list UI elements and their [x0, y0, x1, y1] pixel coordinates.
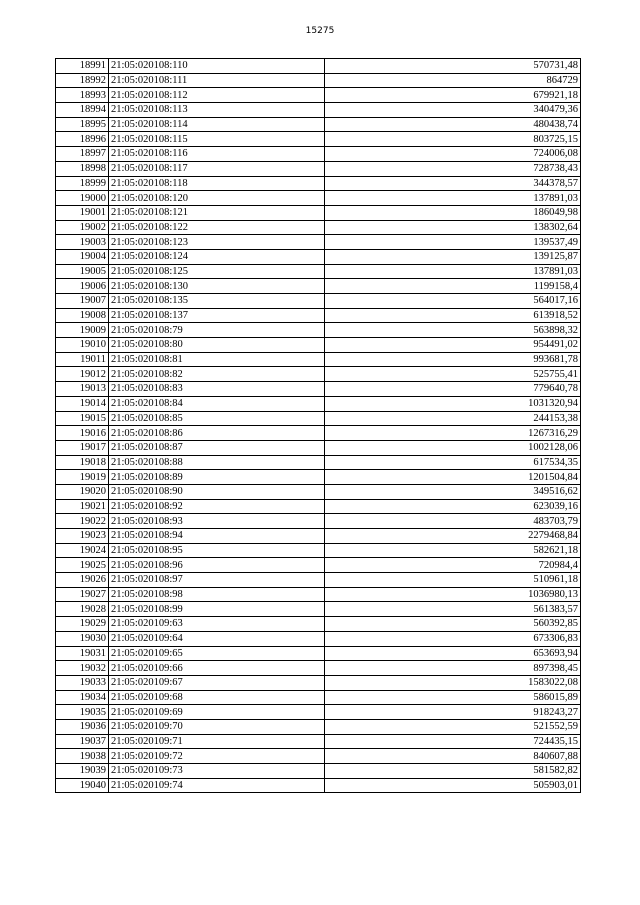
cadastral-value: 581582,82	[325, 764, 581, 779]
cadastral-value: 1201504,84	[325, 470, 581, 485]
cadastral-value: 803725,15	[325, 132, 581, 147]
cadastral-value: 521552,59	[325, 719, 581, 734]
row-number: 18991	[56, 59, 109, 74]
row-number: 19035	[56, 705, 109, 720]
cadastral-number: 21:05:020108:89	[109, 470, 325, 485]
cadastral-value: 918243,27	[325, 705, 581, 720]
cadastral-number: 21:05:020108:110	[109, 59, 325, 74]
cadastral-value: 673306,83	[325, 631, 581, 646]
cadastral-value: 623039,16	[325, 499, 581, 514]
table-row	[56, 205, 581, 220]
row-number: 19020	[56, 484, 109, 499]
table-row	[56, 675, 581, 690]
cadastral-number: 21:05:020108:117	[109, 161, 325, 176]
cadastral-value: 724435,15	[325, 734, 581, 749]
cadastral-value: 344378,57	[325, 176, 581, 191]
row-number: 19005	[56, 264, 109, 279]
cadastral-number: 21:05:020108:115	[109, 132, 325, 147]
cadastral-number: 21:05:020108:114	[109, 117, 325, 132]
table-row	[56, 499, 581, 514]
cadastral-number: 21:05:020109:72	[109, 749, 325, 764]
cadastral-number: 21:05:020108:98	[109, 587, 325, 602]
table-row	[56, 220, 581, 235]
cadastral-number: 21:05:020108:130	[109, 279, 325, 294]
row-number: 19032	[56, 661, 109, 676]
cadastral-number: 21:05:020108:96	[109, 558, 325, 573]
cadastral-number: 21:05:020108:87	[109, 440, 325, 455]
table-row	[56, 338, 581, 353]
cadastral-number: 21:05:020109:67	[109, 675, 325, 690]
table-row	[56, 719, 581, 734]
cadastral-value: 720984,4	[325, 558, 581, 573]
row-number: 19008	[56, 308, 109, 323]
row-number: 19004	[56, 249, 109, 264]
cadastral-value: 561383,57	[325, 602, 581, 617]
cadastral-number: 21:05:020108:120	[109, 191, 325, 206]
row-number: 18997	[56, 147, 109, 162]
table-row	[56, 279, 581, 294]
row-number: 19029	[56, 617, 109, 632]
cadastral-value: 728738,43	[325, 161, 581, 176]
cadastral-number: 21:05:020108:82	[109, 367, 325, 382]
cadastral-value: 186049,98	[325, 205, 581, 220]
cadastral-number: 21:05:020108:92	[109, 499, 325, 514]
table-row	[56, 367, 581, 382]
table-row	[56, 235, 581, 250]
cadastral-number: 21:05:020108:118	[109, 176, 325, 191]
cadastral-value: 2279468,84	[325, 529, 581, 544]
cadastral-value: 724006,08	[325, 147, 581, 162]
row-number: 19001	[56, 205, 109, 220]
row-number: 18993	[56, 88, 109, 103]
table-row	[56, 455, 581, 470]
cadastral-value: 1002128,06	[325, 440, 581, 455]
table-row	[56, 529, 581, 544]
table-row	[56, 264, 581, 279]
cadastral-number: 21:05:020109:73	[109, 764, 325, 779]
table-row	[56, 573, 581, 588]
cadastral-number: 21:05:020108:112	[109, 88, 325, 103]
row-number: 19009	[56, 323, 109, 338]
cadastral-value: 560392,85	[325, 617, 581, 632]
row-number: 19003	[56, 235, 109, 250]
cadastral-number: 21:05:020108:123	[109, 235, 325, 250]
cadastral-number: 21:05:020108:113	[109, 103, 325, 118]
row-number: 19007	[56, 294, 109, 309]
table-row	[56, 117, 581, 132]
cadastral-number: 21:05:020108:79	[109, 323, 325, 338]
table-row	[56, 734, 581, 749]
table-row	[56, 514, 581, 529]
cadastral-number: 21:05:020108:121	[109, 205, 325, 220]
cadastral-value: 563898,32	[325, 323, 581, 338]
cadastral-value: 779640,78	[325, 382, 581, 397]
cadastral-value: 613918,52	[325, 308, 581, 323]
row-number: 19018	[56, 455, 109, 470]
page-number: 15275	[305, 26, 335, 36]
table-row	[56, 705, 581, 720]
table-row	[56, 382, 581, 397]
table-row	[56, 661, 581, 676]
row-number: 19019	[56, 470, 109, 485]
cadastral-number: 21:05:020108:111	[109, 73, 325, 88]
row-number: 19000	[56, 191, 109, 206]
row-number: 19040	[56, 778, 109, 793]
cadastral-value: 505903,01	[325, 778, 581, 793]
cadastral-number: 21:05:020108:137	[109, 308, 325, 323]
cadastral-value: 139537,49	[325, 235, 581, 250]
table-row	[56, 59, 581, 74]
table-row	[56, 426, 581, 441]
cadastral-number: 21:05:020109:71	[109, 734, 325, 749]
cadastral-number: 21:05:020108:94	[109, 529, 325, 544]
row-number: 19015	[56, 411, 109, 426]
row-number: 19026	[56, 573, 109, 588]
cadastral-value: 617534,35	[325, 455, 581, 470]
table-row	[56, 352, 581, 367]
cadastral-number: 21:05:020109:68	[109, 690, 325, 705]
table-row	[56, 308, 581, 323]
table-row	[56, 543, 581, 558]
cadastral-number: 21:05:020108:86	[109, 426, 325, 441]
cadastral-value: 570731,48	[325, 59, 581, 74]
row-number: 19010	[56, 338, 109, 353]
cadastral-value: 954491,02	[325, 338, 581, 353]
row-number: 19012	[56, 367, 109, 382]
cadastral-number: 21:05:020109:69	[109, 705, 325, 720]
table-row	[56, 440, 581, 455]
row-number: 19037	[56, 734, 109, 749]
cadastral-number: 21:05:020109:64	[109, 631, 325, 646]
registry-table	[55, 58, 581, 793]
cadastral-value: 510961,18	[325, 573, 581, 588]
cadastral-number: 21:05:020108:125	[109, 264, 325, 279]
row-number: 19033	[56, 675, 109, 690]
table-row	[56, 470, 581, 485]
cadastral-value: 679921,18	[325, 88, 581, 103]
cadastral-value: 897398,45	[325, 661, 581, 676]
table-row	[56, 176, 581, 191]
table-row	[56, 191, 581, 206]
cadastral-value: 480438,74	[325, 117, 581, 132]
table-row	[56, 631, 581, 646]
cadastral-value: 1031320,94	[325, 396, 581, 411]
row-number: 19036	[56, 719, 109, 734]
cadastral-number: 21:05:020108:99	[109, 602, 325, 617]
cadastral-number: 21:05:020108:88	[109, 455, 325, 470]
cadastral-number: 21:05:020108:97	[109, 573, 325, 588]
cadastral-value: 840607,88	[325, 749, 581, 764]
row-number: 19006	[56, 279, 109, 294]
cadastral-value: 483703,79	[325, 514, 581, 529]
table-row	[56, 294, 581, 309]
cadastral-number: 21:05:020109:65	[109, 646, 325, 661]
table-body	[56, 59, 581, 793]
cadastral-number: 21:05:020108:90	[109, 484, 325, 499]
row-number: 19024	[56, 543, 109, 558]
cadastral-value: 993681,78	[325, 352, 581, 367]
row-number: 19002	[56, 220, 109, 235]
cadastral-number: 21:05:020108:85	[109, 411, 325, 426]
table-row	[56, 411, 581, 426]
cadastral-number: 21:05:020108:84	[109, 396, 325, 411]
row-number: 19023	[56, 529, 109, 544]
row-number: 19038	[56, 749, 109, 764]
row-number: 18992	[56, 73, 109, 88]
table-row	[56, 484, 581, 499]
row-number: 18995	[56, 117, 109, 132]
cadastral-number: 21:05:020108:80	[109, 338, 325, 353]
row-number: 19017	[56, 440, 109, 455]
row-number: 19014	[56, 396, 109, 411]
cadastral-value: 586015,89	[325, 690, 581, 705]
table-row	[56, 749, 581, 764]
table-row	[56, 558, 581, 573]
cadastral-value: 653693,94	[325, 646, 581, 661]
table-row	[56, 88, 581, 103]
cadastral-value: 137891,03	[325, 264, 581, 279]
table-row	[56, 764, 581, 779]
cadastral-value: 1583022,08	[325, 675, 581, 690]
cadastral-number: 21:05:020109:74	[109, 778, 325, 793]
cadastral-number: 21:05:020109:70	[109, 719, 325, 734]
cadastral-value: 138302,64	[325, 220, 581, 235]
cadastral-value: 349516,62	[325, 484, 581, 499]
table-row	[56, 249, 581, 264]
table-row	[56, 778, 581, 793]
cadastral-number: 21:05:020109:63	[109, 617, 325, 632]
cadastral-value: 137891,03	[325, 191, 581, 206]
cadastral-number: 21:05:020108:83	[109, 382, 325, 397]
cadastral-value: 582621,18	[325, 543, 581, 558]
cadastral-value: 139125,87	[325, 249, 581, 264]
cadastral-value: 244153,38	[325, 411, 581, 426]
cadastral-number: 21:05:020108:122	[109, 220, 325, 235]
row-number: 19030	[56, 631, 109, 646]
table-row	[56, 587, 581, 602]
cadastral-value: 1199158,4	[325, 279, 581, 294]
cadastral-value: 340479,36	[325, 103, 581, 118]
row-number: 19039	[56, 764, 109, 779]
cadastral-number: 21:05:020108:81	[109, 352, 325, 367]
table-row	[56, 396, 581, 411]
table-row	[56, 103, 581, 118]
table-row	[56, 323, 581, 338]
table-row	[56, 617, 581, 632]
row-number: 18996	[56, 132, 109, 147]
cadastral-number: 21:05:020109:66	[109, 661, 325, 676]
table-row	[56, 646, 581, 661]
row-number: 19011	[56, 352, 109, 367]
cadastral-value: 1267316,29	[325, 426, 581, 441]
table-row	[56, 132, 581, 147]
table-row	[56, 147, 581, 162]
cadastral-value: 564017,16	[325, 294, 581, 309]
row-number: 18999	[56, 176, 109, 191]
row-number: 18998	[56, 161, 109, 176]
row-number: 19013	[56, 382, 109, 397]
cadastral-number: 21:05:020108:93	[109, 514, 325, 529]
table-row	[56, 161, 581, 176]
row-number: 19016	[56, 426, 109, 441]
table-row	[56, 602, 581, 617]
row-number: 19022	[56, 514, 109, 529]
table-row	[56, 690, 581, 705]
row-number: 19021	[56, 499, 109, 514]
cadastral-number: 21:05:020108:95	[109, 543, 325, 558]
row-number: 19027	[56, 587, 109, 602]
cadastral-number: 21:05:020108:116	[109, 147, 325, 162]
row-number: 19028	[56, 602, 109, 617]
cadastral-number: 21:05:020108:135	[109, 294, 325, 309]
row-number: 18994	[56, 103, 109, 118]
row-number: 19025	[56, 558, 109, 573]
row-number: 19034	[56, 690, 109, 705]
row-number: 19031	[56, 646, 109, 661]
cadastral-number: 21:05:020108:124	[109, 249, 325, 264]
cadastral-value: 1036980,13	[325, 587, 581, 602]
cadastral-value: 864729	[325, 73, 581, 88]
table-row	[56, 73, 581, 88]
cadastral-value: 525755,41	[325, 367, 581, 382]
